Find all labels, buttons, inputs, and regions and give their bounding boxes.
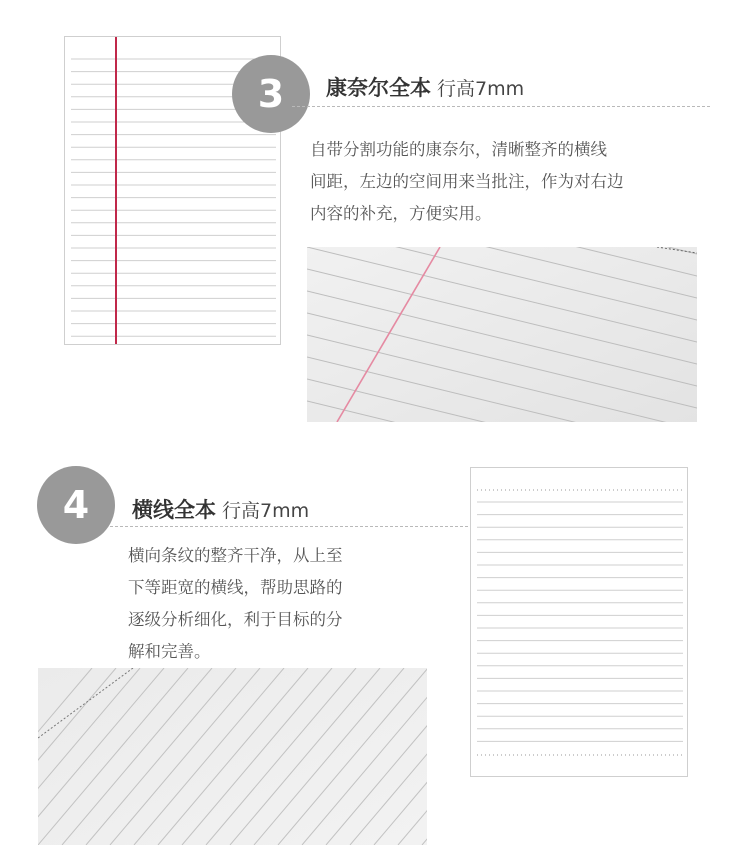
section-4-desc-line: 下等距宽的横线，帮助思路的	[128, 578, 343, 597]
section-3-desc-line: 间距，左边的空间用来当批注，作为对右边	[310, 172, 624, 191]
lined-page-thumbnail	[470, 467, 688, 777]
step-badge-3: 3	[232, 55, 310, 133]
section-4-desc-line: 横向条纹的整齐干净，从上至	[128, 546, 343, 565]
section-3-title-main: 康奈尔全本	[326, 76, 431, 100]
section-4-desc-line: 解和完善。	[128, 642, 211, 661]
section-3-description	[310, 134, 710, 230]
section-4-divider	[110, 526, 468, 527]
lined-page-lines	[471, 468, 688, 777]
section-3-title	[326, 72, 524, 102]
cornell-closeup-illustration	[307, 247, 697, 422]
section-3-desc-line: 内容的补充，方便实用。	[310, 204, 492, 223]
section-3-title-sub: 行高7mm	[437, 78, 525, 100]
section-3-desc-line: 自带分割功能的康奈尔，清晰整齐的横线	[310, 140, 607, 159]
section-3-divider	[292, 106, 710, 107]
step-badge-4: 4	[37, 466, 115, 544]
lined-closeup-photo	[38, 668, 427, 845]
section-4-title-main: 横线全本	[132, 498, 216, 522]
section-4-desc-line: 逐级分析细化，利于目标的分	[128, 610, 343, 629]
section-4-title	[132, 494, 309, 524]
section-4-description	[128, 540, 448, 668]
section-4-title-sub: 行高7mm	[222, 500, 310, 522]
lined-closeup-illustration	[38, 668, 427, 845]
cornell-closeup-photo	[307, 247, 697, 422]
